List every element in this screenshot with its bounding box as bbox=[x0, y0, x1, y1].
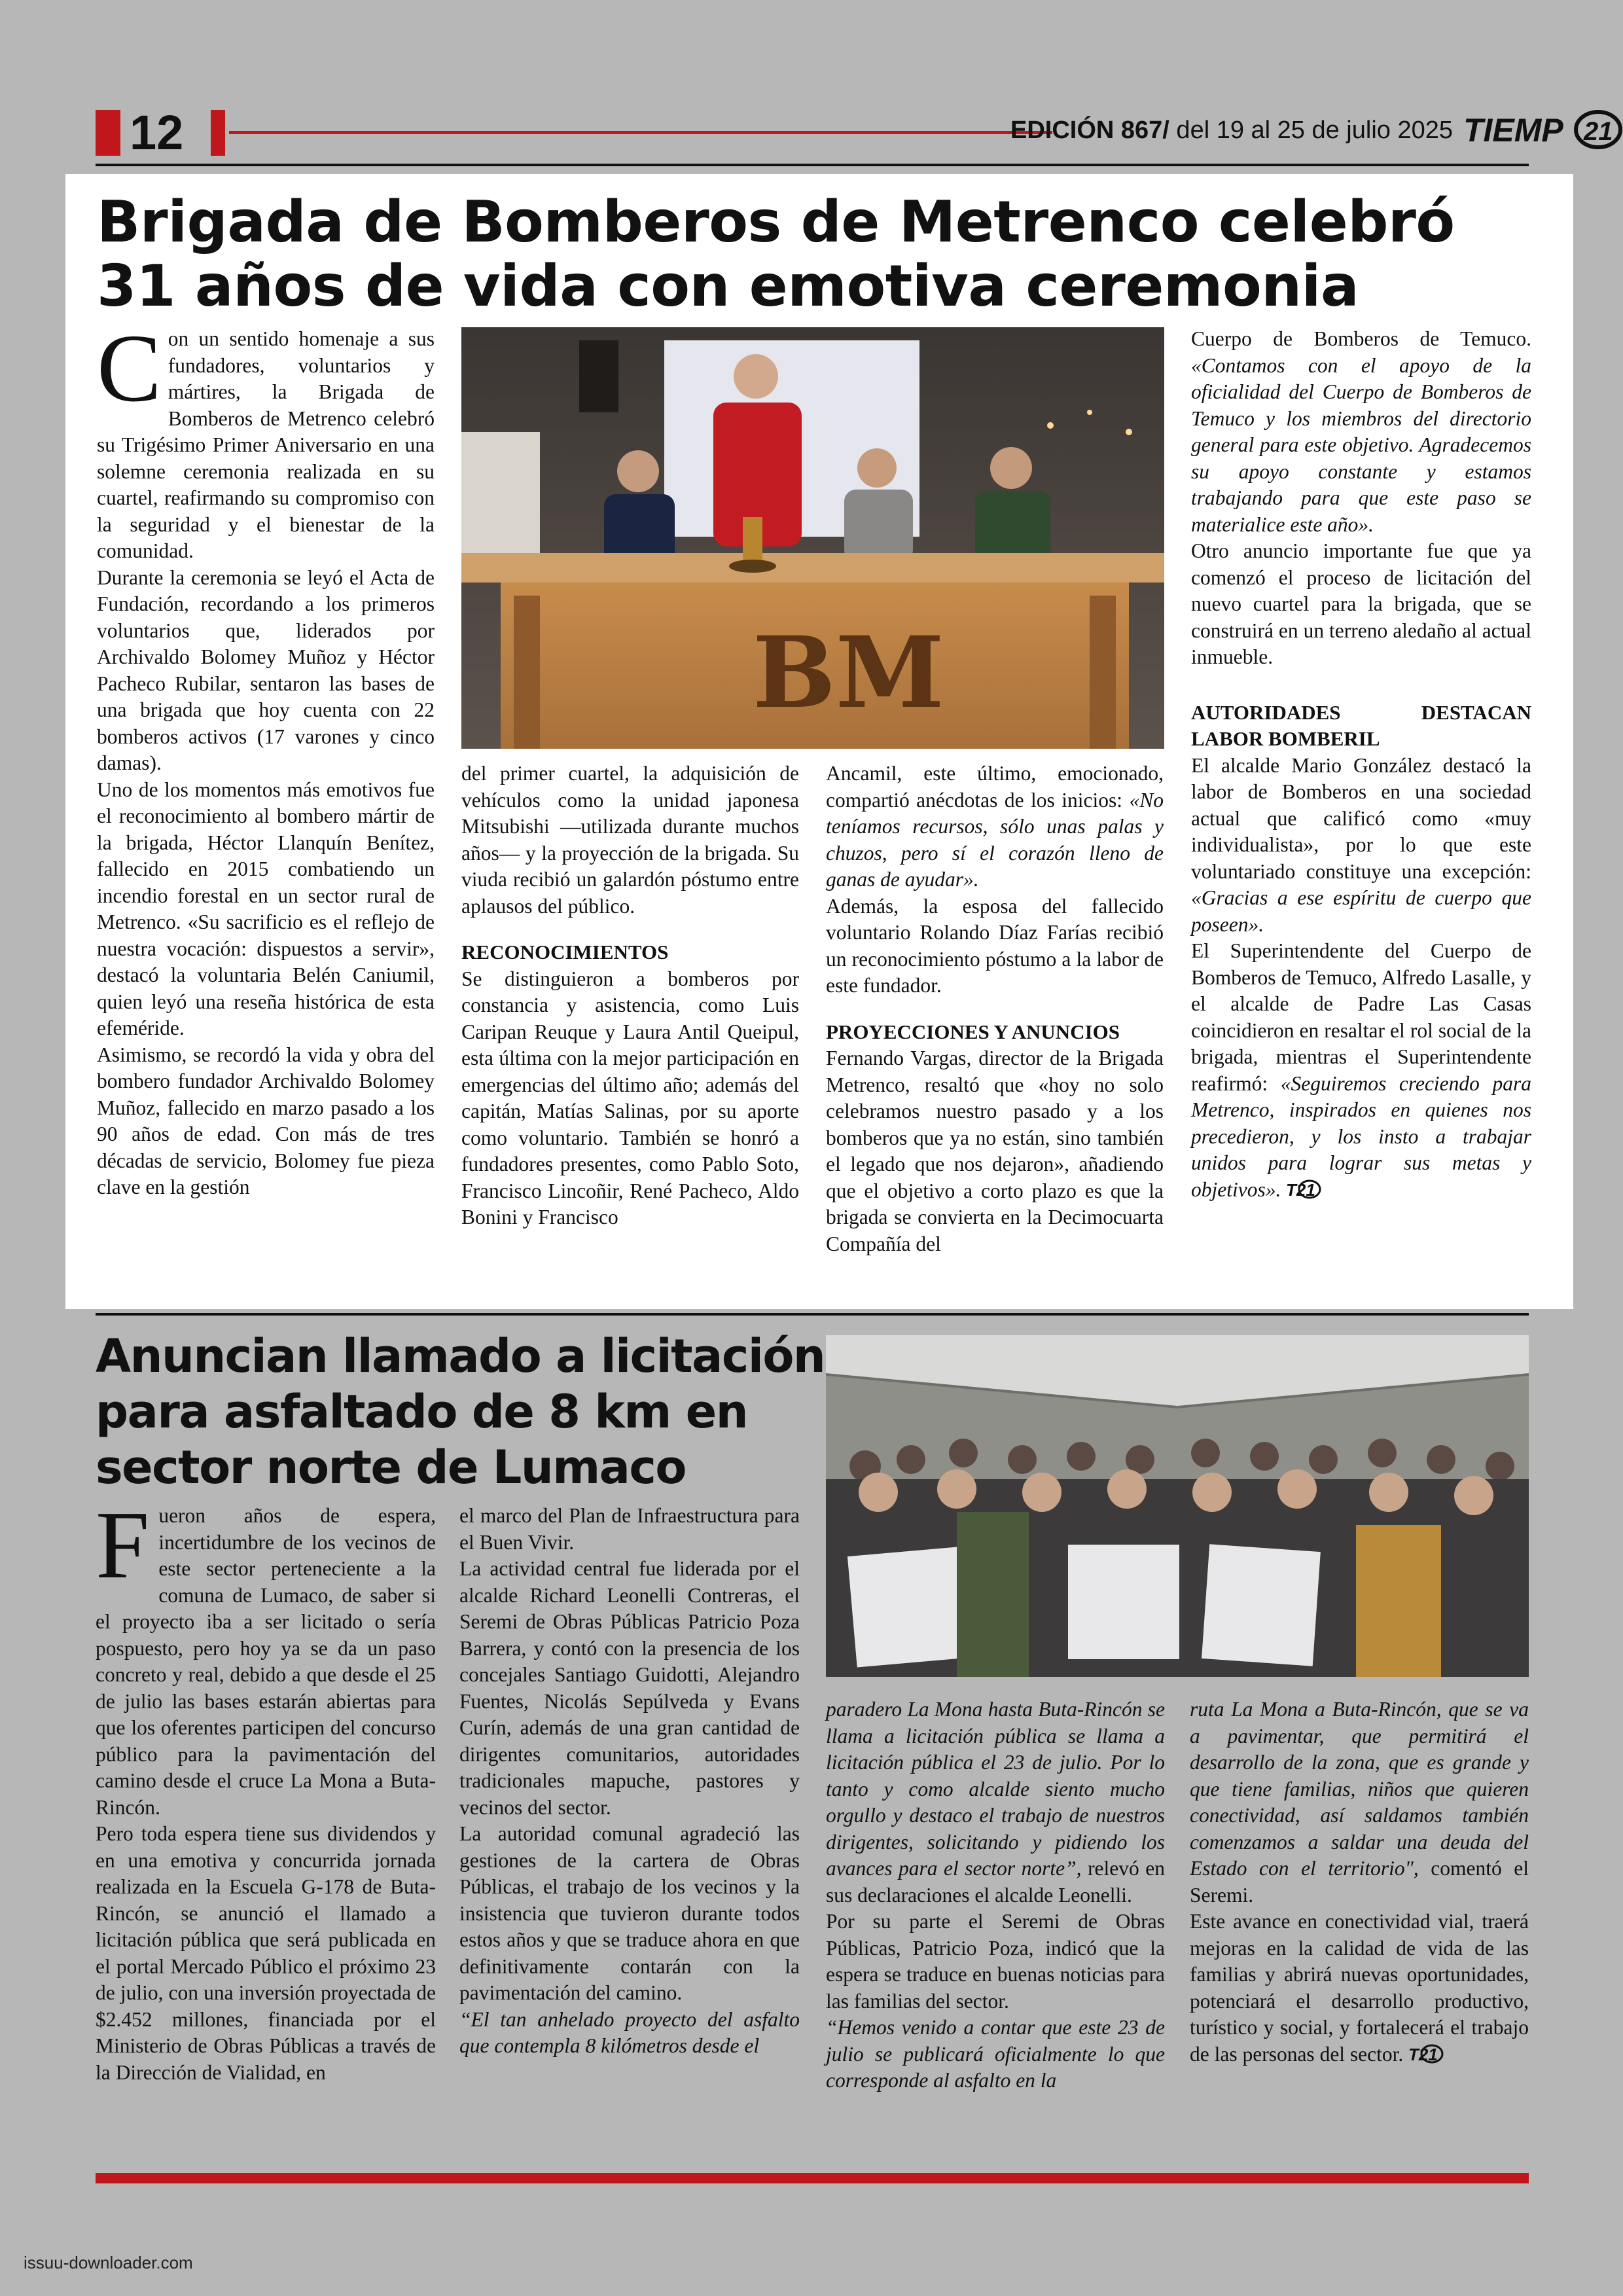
article2-column-3 bbox=[826, 1696, 1165, 2094]
quote: «Contamos con el apoyo de la oficialidad del Cuerpo de Bomberos de Temuco y los miembros del directorio general para este objetivo. Agradecemos su apoyo constante y estamos trabajando para que este paso se materialice este año». bbox=[1191, 353, 1531, 536]
paragraph: Pero toda espera tiene sus dividendos y en una emotiva y concurrida jornada realizada en la Escuela G-178 de Buta-Rincón, se anunció el llamado a licitación pública que será publicada en el portal Mercado Público el próximo 23 de julio, con una inversión proyectada de $2.452 millones, financiada por el Ministerio de Obras Públicas a través de la Dirección de Vialidad, en bbox=[96, 1822, 436, 2084]
paragraph: el marco del Plan de Infraestructura para el Buen Vivir. bbox=[459, 1504, 800, 1554]
ceremony-photo-image bbox=[461, 327, 1164, 749]
page-number: 12 bbox=[130, 105, 184, 160]
subheading-autoridades: AUTORIDADES DESTACAN LABOR BOMBERIL bbox=[1191, 700, 1531, 750]
paragraph: El Superintendente del Cuerpo de Bomberos de Temuco, Alfredo Lasalle, y el alcalde de Padre Las Casas coincidieron en resaltar el rol social de la brigada, mientras el Superintendente reafirmó: bbox=[1191, 939, 1531, 1095]
quote: “El tan anhelado proyecto del asfalto que contempla 8 kilómetros desde el bbox=[459, 2007, 800, 2057]
article-separator bbox=[96, 1313, 1529, 1316]
article1-column-1 bbox=[97, 315, 435, 1201]
article1-column-4 bbox=[1191, 326, 1531, 1203]
paragraph: La actividad central fue liderada por el alcalde Richard Leonelli Contreras, el Seremi de Obras Públicas Patricio Poza Barrera, y contó con la presencia de los concejales Santiago Guidotti, Alejandro Fuentes, Nicolás Sepúlveda y Evans Curín, además de una gran cantidad de dirigentes comunitarios, autoridades tradicionales mapuche, pastores y vecinos del sector. bbox=[459, 1557, 800, 1819]
paragraph: Se distinguieron a bomberos por constancia y asistencia, como Luis Caripan Reuque y Laura Antil Queipul, esta última con la mejor participación en emergencias del último año; además del capitán, Matías Salinas, por su aporte como voluntario. También se honró a fundadores presentes, como Pablo Soto, Francisco Lincoñir, René Pacheco, Aldo Bonini y Francisco bbox=[461, 967, 799, 1229]
header-red-block-left bbox=[96, 110, 120, 156]
edition-info bbox=[969, 117, 1453, 145]
paragraph: Cuerpo de Bomberos de Temuco. bbox=[1191, 327, 1531, 350]
article2-column-2 bbox=[459, 1503, 800, 2060]
header-red-block-right bbox=[211, 110, 225, 156]
article2-column-1 bbox=[96, 1492, 436, 2086]
quote: “Hemos venido a contar que este 23 de julio se publicará oficialmente lo que corresponde al asfalto en la bbox=[826, 2016, 1165, 2092]
tiempo21-logo bbox=[1463, 107, 1623, 151]
subheading-proyecciones: PROYECCIONES Y ANUNCIOS bbox=[826, 1020, 1120, 1043]
source-watermark[interactable]: issuu-downloader.com bbox=[24, 2253, 193, 2272]
article2-column-4 bbox=[1190, 1696, 1529, 2068]
paragraph: Uno de los momentos más emotivos fue el reconocimiento al bombero mártir de la brigada, Héctor Llanquín Benítez, fallecido en 2015 combatiendo un incendio forestal en un sector rural de Metrenco. «Su sacrificio es el reflejo de nuestra vocación: dispuestos a servir», destacó la voluntaria Belén Caniumil, quien leyó una reseña histórica de esta efeméride. bbox=[97, 778, 435, 1039]
svg-text:T21: T21 bbox=[1408, 2044, 1438, 2064]
footer-red-bar bbox=[96, 2173, 1529, 2183]
quote: ruta La Mona a Buta-Rincón, que se va a pavimentar, que permitirá el desarrollo de la zona, que es grande y que tiene familias, niños que quieren conectividad, así saldamos también comenzamos a saldar una deuda del Estado con el territorio", bbox=[1190, 1698, 1529, 1880]
paragraph: comentó el Seremi. bbox=[1190, 1857, 1529, 1907]
paragraph: Además, la esposa del fallecido voluntario Rolando Díaz Farías recibió un reconocimiento póstumo a la labor de este fundador. bbox=[826, 894, 1164, 997]
paragraph: Asimismo, se recordó la vida y obra del bombero fundador Archivaldo Bolomey Muñoz, fallecido en marzo pasado a los 90 años de edad. Con más de tres décadas de servicio, Bolomey fue pieza clave en la gestión bbox=[97, 1043, 435, 1198]
crowd-photo-image bbox=[826, 1335, 1529, 1677]
edition-date: del 19 al 25 de julio 2025 bbox=[1169, 117, 1453, 144]
header-red-line bbox=[229, 131, 1052, 134]
dropcap: C bbox=[97, 315, 162, 422]
article1-headline-line1: Brigada de Bomberos de Metrenco celebró bbox=[97, 188, 1455, 255]
crowd-photo bbox=[826, 1335, 1529, 1677]
paragraph: Otro anuncio importante fue que ya comenzó el proceso de licitación del nuevo cuartel para la brigada, que se construirá en un terreno aledaño al actual inmueble. bbox=[1191, 539, 1531, 668]
paragraph: Fernando Vargas, director de la Brigada Metrenco, resaltó que «hoy no solo celebramos nuestro pasado y a los bomberos que ya no están, sino también el legado que nos dejaron», añadiendo que el objetivo a corto plazo es que la brigada se convierta en la Decimocuarta Compañía del bbox=[826, 1047, 1164, 1255]
quote: «Seguiremos creciendo para Metrenco, inspirados en quienes nos precedieron, y los insto a trabajar unidos para lograr sus metas y objetivos». bbox=[1191, 1071, 1531, 1201]
quote: «No teníamos recursos, sólo unas palas y chuzos, pero sí el corazón lleno de ganas de ayudar». bbox=[826, 788, 1164, 891]
paragraph: del primer cuartel, la adquisición de vehículos como la unidad japonesa Mitsubishi —utilizada durante muchos años— y la proyección de la brigada. Su viuda recibió un galardón póstumo entre aplausos del público. bbox=[461, 762, 799, 918]
paragraph: El alcalde Mario González destacó la labor de Bomberos en una sociedad actual que calificó como «muy individualista», por lo que este voluntariado constituye una excepción: bbox=[1191, 753, 1531, 883]
subheading-reconocimientos: RECONOCIMIENTOS bbox=[461, 941, 669, 963]
paragraph: Por su parte el Seremi de Obras Públicas, Patricio Poza, indicó que la espera se traduce en buenas noticias para las familias del sector. bbox=[826, 1910, 1165, 2013]
svg-text:21: 21 bbox=[1584, 117, 1613, 146]
end-mark-icon bbox=[1286, 1179, 1321, 1199]
svg-text:TIEMP: TIEMP bbox=[1463, 112, 1563, 149]
article2-headline: Anuncian llamado a licitación para asfaltado de 8 km en sector norte de Lumaco bbox=[96, 1329, 825, 1494]
page-header bbox=[96, 105, 1613, 160]
quote: paradero La Mona hasta Buta-Rincón se llama a licitación pública se llama a licitación pública el 23 de julio. Por lo tanto y como alcalde siento mucho orgullo y destaco el trabajo de nuestros dirigentes, solicitando y pidiendo los avances para el sector norte”, bbox=[826, 1698, 1165, 1880]
paragraph: on un sentido homenaje a sus fundadores, voluntarios y mártires, la Brigada de Bomberos de Metrenco celebró su Trigésimo Primer Aniversario en una solemne ceremonia realizada en su cuartel, reafirmando su compromiso con la seguridad y el bienestar de la comunidad. bbox=[97, 327, 435, 562]
end-mark-icon bbox=[1408, 2044, 1444, 2064]
table-bm-letters: BM bbox=[753, 615, 944, 730]
header-rule bbox=[96, 164, 1529, 166]
ceremony-photo bbox=[461, 327, 1164, 749]
svg-text:T21: T21 bbox=[1286, 1179, 1316, 1199]
article1-column-3 bbox=[826, 761, 1164, 1257]
paragraph: ueron años de espera, incertidumbre de los vecinos de este sector perteneciente a la comuna de Lumaco, de saber si el proyecto iba a ser licitado o sería pospuesto, pero hoy ya se da un paso concreto y real, debido a que desde el 25 de julio las bases estarán abiertas para que los oferentes participen del concurso público para la pavimentación del camino desde el cruce La Mona a Buta-Rincón. bbox=[96, 1504, 436, 1819]
article1-headline-line2: 31 años de vida con emotiva ceremonia bbox=[97, 253, 1359, 319]
paragraph: relevó en sus declaraciones el alcalde Leonelli. bbox=[826, 1857, 1165, 1907]
paragraph: Este avance en conectividad vial, traerá mejoras en la calidad de vida de las familias y abrirá nuevas oportunidades, potenciará el desarrollo productivo, turístico y social, y fortalecerá el trabajo de las personas del sector. bbox=[1190, 1910, 1529, 2066]
dropcap: F bbox=[96, 1492, 150, 1599]
article-metrenco bbox=[65, 174, 1573, 1309]
paragraph: Ancamil, este último, emocionado, compartió anécdotas de los inicios: bbox=[826, 762, 1164, 812]
edition-label: EDICIÓN 867/ bbox=[1010, 117, 1169, 144]
article1-headline bbox=[97, 190, 1550, 318]
quote: «Gracias a ese espíritu de cuerpo que poseen». bbox=[1191, 886, 1531, 936]
paragraph: La autoridad comunal agradeció las gestiones de la cartera de Obras Públicas, el trabajo de los vecinos y la insistencia que tuvieron durante todos estos años y que se traduce ahora en que definitivamente contarán con la pavimentación del camino. bbox=[459, 1822, 800, 2004]
paragraph: Durante la ceremonia se leyó el Acta de Fundación, recordando a los primeros voluntarios que, liderados por Archivaldo Bolomey Muñoz y Héctor Pacheco Rubilar, sentaron las bases de una brigada que hoy cuenta con 22 bomberos activos (17 varones y cinco damas). bbox=[97, 565, 435, 774]
article1-column-2 bbox=[461, 761, 799, 1231]
